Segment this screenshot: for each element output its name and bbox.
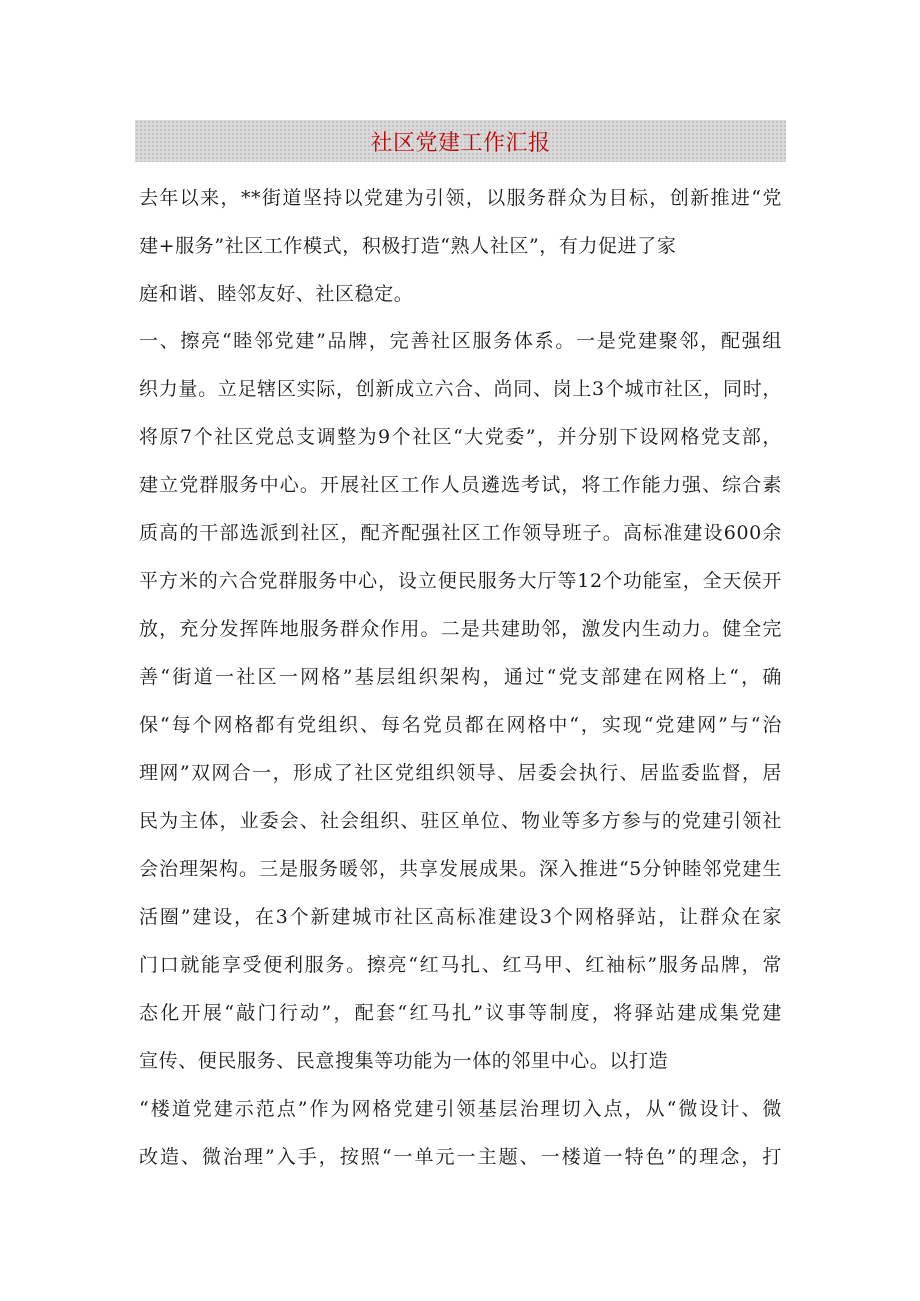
paragraph-line: 建立党群服务中心。开展社区工作人员遴选考试，将工作能力强、综合素 (139, 474, 782, 496)
title-banner (135, 120, 786, 162)
paragraph-line: 建+服务”社区工作模式，积极打造“熟人社区”，有力促进了家 (139, 235, 677, 257)
paragraph-line: 放，充分发挥阵地服务群众作用。二是共建助邻，激发内生动力。健全完 (139, 618, 782, 640)
paragraph-line: 善“街道一社区一网格”基层组织架构，通过“党支部建在网格上“，确 (139, 666, 782, 688)
document-title: 社区党建工作汇报 (370, 130, 551, 156)
paragraph-line: 庭和谐、睦邻友好、社区稳定。 (139, 283, 414, 305)
paragraph-line: 将原7个社区党总支调整为9个社区“大党委”，并分别下设网格党支部， (139, 426, 782, 448)
paragraph-line: 平方米的六合党群服务中心，设立便民服务大厅等12个功能室，全天侯开 (139, 570, 782, 592)
paragraph-line: 会治理架构。三是服务暖邻，共享发展成果。深入推进“5分钟睦邻党建生 (139, 858, 782, 880)
paragraph-line: 理网”双网合一，形成了社区党组织领导、居委会执行、居监委监督，居 (139, 762, 782, 784)
paragraph-line: 态化开展“敲门行动”，配套“红马扎”议事等制度，将驿站建成集党建 (139, 1002, 782, 1024)
paragraph-line: 保“每个网格都有党组织、每名党员都在网格中“，实现“党建网”与“治 (139, 714, 782, 736)
paragraph-line: “楼道党建示范点”作为网格党建引领基层治理切入点，从“微设计、微 (139, 1098, 782, 1120)
paragraph-line: 民为主体，业委会、社会组织、驻区单位、物业等多方参与的党建引领社 (139, 810, 782, 832)
paragraph-line: 织力量。立足辖区实际，创新成立六合、尚同、岗上3个城市社区，同时， (139, 378, 782, 400)
paragraph-line: 门口就能享受便利服务。擦亮“红马扎、红马甲、红袖标”服务品牌，常 (139, 954, 782, 976)
paragraph-line: 质高的干部选派到社区，配齐配强社区工作领导班子。高标准建设600余 (139, 522, 782, 544)
paragraph-line: 一、擦亮“睦邻党建”品牌，完善社区服务体系。一是党建聚邻，配强组 (139, 330, 782, 352)
paragraph-line: 宣传、便民服务、民意搜集等功能为一体的邻里中心。以打造 (139, 1050, 669, 1072)
paragraph-line: 去年以来，**街道坚持以党建为引领，以服务群众为目标，创新推进“党 (139, 187, 782, 209)
paragraph-line: 改造、微治理”入手，按照“一单元一主题、一楼道一特色”的理念，打 (139, 1146, 782, 1168)
paragraph-line: 活圈”建设，在3个新建城市社区高标准建设3个网格驿站，让群众在家 (139, 906, 782, 928)
